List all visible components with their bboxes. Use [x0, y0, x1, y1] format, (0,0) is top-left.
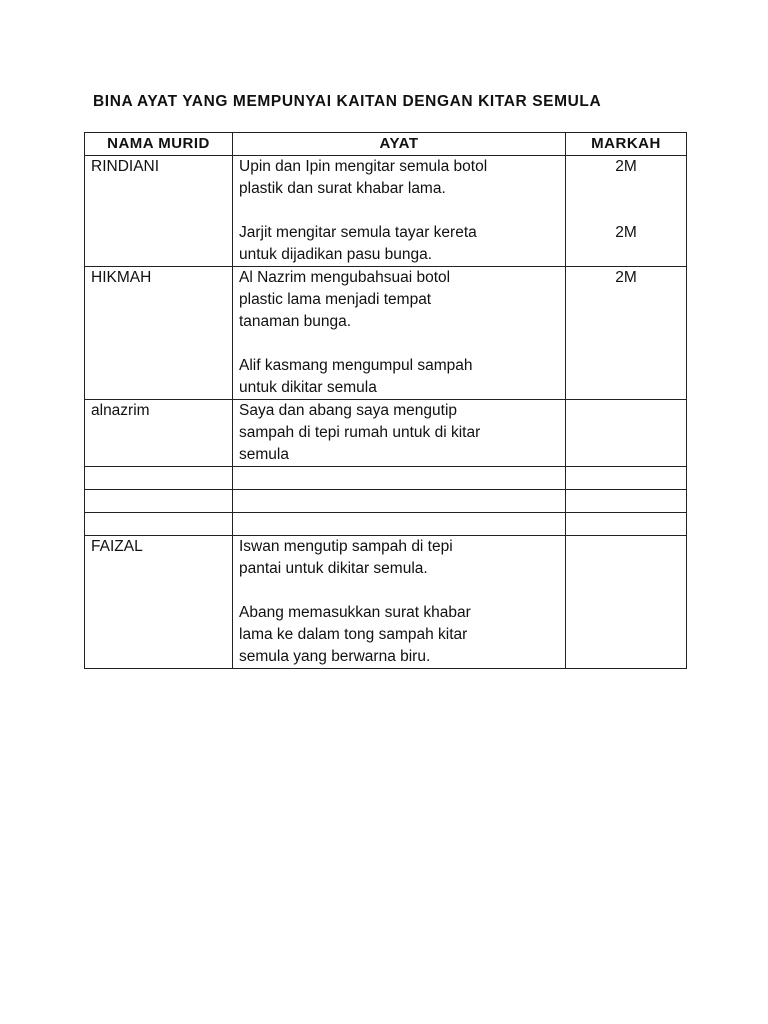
sentence-text: Upin dan Ipin mengitar semula botol plastik dan surat khabar lama.	[239, 158, 488, 197]
student-name-cell	[85, 490, 233, 513]
header-ayat: AYAT	[233, 133, 566, 156]
sentence-text: Abang memasukkan surat khabar lama ke dalam tong sampah kitar semula yang berwarna biru.	[239, 604, 471, 665]
mark-cell	[566, 156, 687, 267]
table-row	[85, 536, 687, 669]
student-name-cell	[85, 513, 233, 536]
sentence-text: Jarjit mengitar semula tayar kereta untuk dijadikan pasu bunga.	[239, 224, 477, 263]
sentence-text: Iswan mengutip sampah di tepi pantai untuk dikitar semula.	[239, 538, 453, 577]
student-name-cell: alnazrim	[85, 400, 233, 467]
sentence-text: Saya dan abang saya mengutip sampah di tepi rumah untuk di kitar semula	[239, 402, 481, 463]
student-name-cell: FAIZAL	[85, 536, 233, 669]
header-nama-murid: NAMA MURID	[85, 133, 233, 156]
mark-cell	[566, 267, 687, 400]
sentence-cell	[233, 513, 566, 536]
mark-cell	[566, 513, 687, 536]
table-row	[85, 400, 687, 467]
mark-cell	[566, 490, 687, 513]
sentence-text: Alif kasmang mengumpul sampah untuk dikitar semula	[239, 357, 473, 396]
table-row	[85, 156, 687, 267]
student-name-cell: HIKMAH	[85, 267, 233, 400]
table-row-empty	[85, 490, 687, 513]
student-name-cell: RINDIANI	[85, 156, 233, 267]
sentence-cell	[233, 536, 566, 669]
header-markah: MARKAH	[566, 133, 687, 156]
table-row	[85, 267, 687, 400]
sentence-cell	[233, 267, 566, 400]
document-title: BINA AYAT YANG MEMPUNYAI KAITAN DENGAN KITAR SEMULA	[93, 93, 602, 110]
table-header-row	[85, 133, 687, 156]
table-row-empty	[85, 467, 687, 490]
marks-table	[84, 132, 687, 669]
sentence-cell	[233, 490, 566, 513]
mark-value: 2M	[615, 269, 637, 286]
table-row-empty	[85, 513, 687, 536]
sentence-text: Al Nazrim mengubahsuai botol plastic lama menjadi tempat tanaman bunga.	[239, 269, 451, 330]
mark-value: 2M	[615, 158, 637, 175]
mark-cell	[566, 536, 687, 669]
student-name-cell	[85, 467, 233, 490]
mark-cell	[566, 400, 687, 467]
sentence-cell	[233, 400, 566, 467]
mark-value: 2M	[615, 224, 637, 241]
sentence-cell	[233, 467, 566, 490]
sentence-cell	[233, 156, 566, 267]
mark-cell	[566, 467, 687, 490]
